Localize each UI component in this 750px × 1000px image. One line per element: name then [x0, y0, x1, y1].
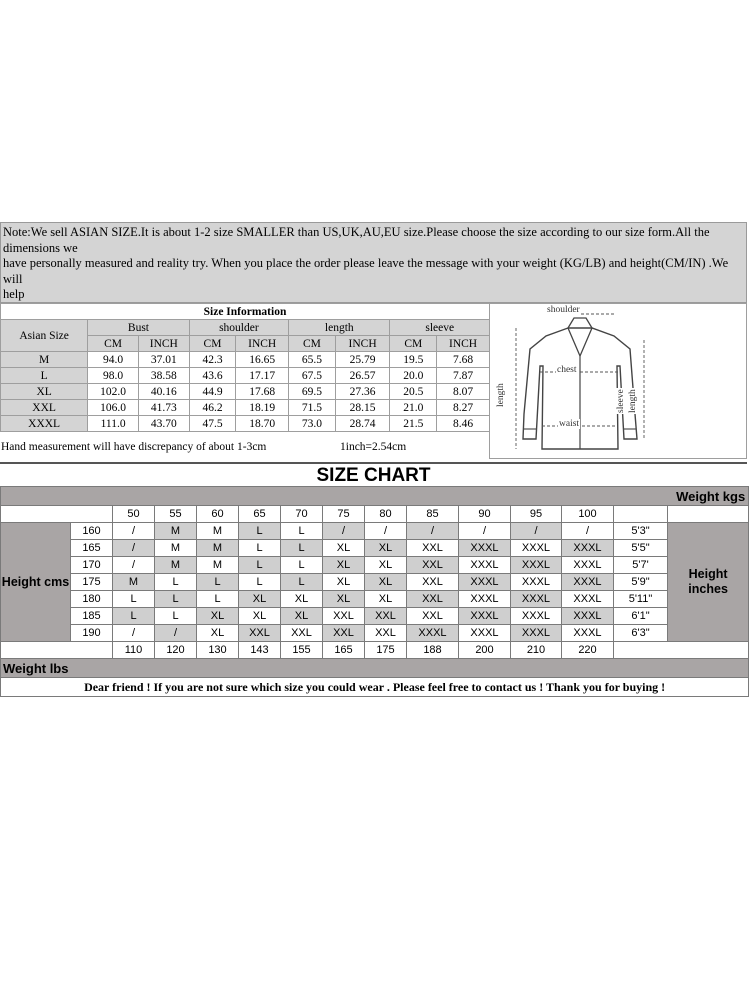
kg-header: 55 — [155, 506, 197, 523]
shoulder-header: shoulder — [189, 320, 288, 336]
recommended-size-cell: L — [281, 540, 323, 557]
recommended-size-cell: XXXL — [562, 625, 614, 642]
recommended-size-cell: / — [365, 523, 407, 540]
lbs-value: 210 — [511, 642, 562, 659]
recommended-size-cell: M — [197, 557, 239, 574]
recommended-size-cell: XL — [323, 557, 365, 574]
recommended-size-cell: L — [155, 574, 197, 591]
unit-header: INCH — [335, 336, 390, 352]
unit-header: CM — [390, 336, 437, 352]
measurement-cell: 21.5 — [390, 416, 437, 432]
recommended-size-cell: XXXL — [459, 591, 511, 608]
unit-header: INCH — [236, 336, 289, 352]
sleeve-length-label: length — [628, 389, 638, 413]
height-row — [1, 608, 749, 625]
height-row — [1, 557, 749, 574]
height-inch: 5'9" — [614, 574, 668, 591]
recommended-size-cell: XXXL — [511, 608, 562, 625]
size-row — [1, 416, 490, 432]
recommended-size-cell: L — [239, 523, 281, 540]
recommended-size-cell: L — [239, 557, 281, 574]
recommended-size-cell: XXXL — [562, 540, 614, 557]
lbs-value: 120 — [155, 642, 197, 659]
recommended-size-cell: M — [197, 540, 239, 557]
lbs-value: 200 — [459, 642, 511, 659]
recommended-size-cell: XL — [365, 574, 407, 591]
contact-message: Dear friend ! If you are not sure which size you could wear . Please feel free to contact us ! Thank you for buying ! — [1, 678, 749, 697]
measurement-cell: 27.36 — [335, 384, 390, 400]
size-chart-table — [0, 486, 749, 697]
measurement-cell: 28.15 — [335, 400, 390, 416]
lbs-value: 175 — [365, 642, 407, 659]
height-cm: 190 — [71, 625, 113, 642]
weight-lbs-label: Weight lbs — [1, 659, 749, 678]
height-inch: 5'11" — [614, 591, 668, 608]
recommended-size-cell: XXL — [407, 608, 459, 625]
measurement-cell: 16.65 — [236, 352, 289, 368]
recommended-size-cell: / — [113, 557, 155, 574]
lbs-value: 155 — [281, 642, 323, 659]
length-header: length — [289, 320, 390, 336]
measurement-cell: 7.68 — [437, 352, 490, 368]
weight-kgs-label: Weight kgs — [1, 487, 749, 506]
kg-header: 100 — [562, 506, 614, 523]
recommended-size-cell: XXL — [407, 540, 459, 557]
measurement-cell: 37.01 — [138, 352, 189, 368]
recommended-size-cell: XL — [323, 591, 365, 608]
recommended-size-cell: / — [323, 523, 365, 540]
recommended-size-cell: XXXL — [459, 540, 511, 557]
measurement-cell: 47.5 — [189, 416, 236, 432]
height-inch: 6'1" — [614, 608, 668, 625]
recommended-size-cell: L — [113, 591, 155, 608]
measurement-cell: 26.57 — [335, 368, 390, 384]
asian-size-header: Asian Size — [1, 320, 88, 352]
recommended-size-cell: XXL — [407, 557, 459, 574]
blank-corner — [668, 506, 749, 523]
recommended-size-cell: XL — [365, 540, 407, 557]
recommended-size-cell: / — [155, 625, 197, 642]
kg-header: 90 — [459, 506, 511, 523]
recommended-size-cell: XXXL — [459, 608, 511, 625]
shirt-diagram-icon — [490, 304, 746, 458]
measurement-cell: 18.19 — [236, 400, 289, 416]
measurement-cell: 46.2 — [189, 400, 236, 416]
recommended-size-cell: XXXL — [459, 574, 511, 591]
unit-header: INCH — [138, 336, 189, 352]
measurement-cell: 8.27 — [437, 400, 490, 416]
size-row — [1, 352, 490, 368]
kg-header: 65 — [239, 506, 281, 523]
shirt-measurement-diagram — [489, 303, 747, 459]
measurement-cell: 17.68 — [236, 384, 289, 400]
recommended-size-cell: M — [113, 574, 155, 591]
height-inch: 6'3" — [614, 625, 668, 642]
recommended-size-cell: L — [197, 574, 239, 591]
recommended-size-cell: L — [281, 557, 323, 574]
blank-corner — [614, 506, 668, 523]
height-cm: 165 — [71, 540, 113, 557]
recommended-size-cell: XL — [365, 557, 407, 574]
recommended-size-cell: XL — [281, 608, 323, 625]
size-row — [1, 384, 490, 400]
recommended-size-cell: XXXL — [511, 540, 562, 557]
height-row — [1, 540, 749, 557]
note-line: dimensions we — [3, 240, 78, 255]
recommended-size-cell: XXXL — [459, 625, 511, 642]
recommended-size-cell: XL — [323, 540, 365, 557]
recommended-size-cell: M — [197, 523, 239, 540]
recommended-size-cell: L — [281, 523, 323, 540]
recommended-size-cell: XXXL — [511, 574, 562, 591]
chest-label: chest — [557, 365, 577, 375]
recommended-size-cell: XXXL — [407, 625, 459, 642]
height-cm: 175 — [71, 574, 113, 591]
recommended-size-cell: XXXL — [511, 557, 562, 574]
size-label: XL — [1, 384, 88, 400]
measurement-cell: 111.0 — [88, 416, 139, 432]
height-row — [1, 523, 749, 540]
measurement-cell: 42.3 — [189, 352, 236, 368]
height-row — [1, 591, 749, 608]
recommended-size-cell: XXXL — [562, 557, 614, 574]
unit-header: CM — [189, 336, 236, 352]
hand-measurement-note: Hand measurement will have discrepancy of about 1-3cm — [1, 441, 267, 453]
height-cm: 185 — [71, 608, 113, 625]
recommended-size-cell: XXL — [407, 574, 459, 591]
recommended-size-cell: L — [239, 574, 281, 591]
height-inch: 5'7' — [614, 557, 668, 574]
recommended-size-cell: / — [113, 540, 155, 557]
measurement-cell: 20.0 — [390, 368, 437, 384]
height-cm: 170 — [71, 557, 113, 574]
bust-header: Bust — [88, 320, 189, 336]
measurement-cell: 44.9 — [189, 384, 236, 400]
lbs-value: 110 — [113, 642, 155, 659]
height-inch: 5'3" — [614, 523, 668, 540]
measurement-cell: 8.07 — [437, 384, 490, 400]
recommended-size-cell: XXXL — [511, 591, 562, 608]
recommended-size-cell: L — [281, 574, 323, 591]
unit-header: CM — [88, 336, 139, 352]
height-inches-label: Height inches — [668, 523, 749, 642]
recommended-size-cell: XXL — [281, 625, 323, 642]
kg-header: 85 — [407, 506, 459, 523]
sleeve-header: sleeve — [390, 320, 490, 336]
size-information-title: Size Information — [1, 304, 490, 320]
weight-lbs-row — [1, 659, 749, 678]
unit-header: INCH — [437, 336, 490, 352]
measurement-cell: 67.5 — [289, 368, 336, 384]
size-label: XXL — [1, 400, 88, 416]
recommended-size-cell: M — [155, 523, 197, 540]
measurement-cell: 28.74 — [335, 416, 390, 432]
measurement-cell: 20.5 — [390, 384, 437, 400]
measurement-cell: 106.0 — [88, 400, 139, 416]
kg-header: 50 — [113, 506, 155, 523]
measurement-cell: 98.0 — [88, 368, 139, 384]
recommended-size-cell: XL — [197, 608, 239, 625]
note-line: help — [3, 287, 25, 301]
recommended-size-cell: / — [562, 523, 614, 540]
size-row — [1, 400, 490, 416]
measurement-notes — [0, 441, 490, 459]
recommended-size-cell: XL — [281, 591, 323, 608]
shoulder-label: shoulder — [547, 305, 580, 315]
recommended-size-cell: L — [113, 608, 155, 625]
kg-header: 95 — [511, 506, 562, 523]
recommended-size-cell: XXL — [323, 625, 365, 642]
lbs-value: 220 — [562, 642, 614, 659]
recommended-size-cell: XXXL — [511, 625, 562, 642]
recommended-size-cell: XXXL — [562, 574, 614, 591]
measurement-cell: 38.58 — [138, 368, 189, 384]
measurement-cell: 18.70 — [236, 416, 289, 432]
kg-header-row — [1, 506, 749, 523]
size-label: XXXL — [1, 416, 88, 432]
measurement-cell: 25.79 — [335, 352, 390, 368]
kg-header: 60 — [197, 506, 239, 523]
height-row — [1, 625, 749, 642]
recommended-size-cell: XL — [197, 625, 239, 642]
measurement-cell: 19.5 — [390, 352, 437, 368]
recommended-size-cell: L — [239, 540, 281, 557]
height-cm: 180 — [71, 591, 113, 608]
recommended-size-cell: XL — [323, 574, 365, 591]
footer-row — [1, 678, 749, 697]
recommended-size-cell: / — [511, 523, 562, 540]
recommended-size-cell: / — [407, 523, 459, 540]
recommended-size-cell: / — [113, 625, 155, 642]
size-information-table — [0, 303, 490, 432]
recommended-size-cell: XL — [365, 591, 407, 608]
recommended-size-cell: XXL — [365, 625, 407, 642]
size-row — [1, 368, 490, 384]
sizing-note — [0, 222, 747, 303]
recommended-size-cell: XXL — [365, 608, 407, 625]
recommended-size-cell: XL — [239, 591, 281, 608]
measurement-cell: 43.70 — [138, 416, 189, 432]
height-cm: 160 — [71, 523, 113, 540]
lbs-row — [1, 642, 749, 659]
height-inch: 5'5" — [614, 540, 668, 557]
recommended-size-cell: XXXL — [459, 557, 511, 574]
recommended-size-cell: XXL — [407, 591, 459, 608]
measurement-cell: 43.6 — [189, 368, 236, 384]
note-line: have personally measured and reality try. When you place the order please leave the message with your weight (KG/LB) and height(CM/IN) .We will — [3, 256, 729, 286]
height-row — [1, 574, 749, 591]
recommended-size-cell: L — [197, 591, 239, 608]
measurement-cell: 69.5 — [289, 384, 336, 400]
kg-header: 80 — [365, 506, 407, 523]
measurement-cell: 21.0 — [390, 400, 437, 416]
measurement-cell: 40.16 — [138, 384, 189, 400]
size-label: L — [1, 368, 88, 384]
recommended-size-cell: XXL — [239, 625, 281, 642]
recommended-size-cell: M — [155, 540, 197, 557]
measurement-cell: 102.0 — [88, 384, 139, 400]
measurement-cell: 65.5 — [289, 352, 336, 368]
recommended-size-cell: / — [113, 523, 155, 540]
unit-header: CM — [289, 336, 336, 352]
size-chart-title: SIZE CHART — [0, 462, 747, 488]
blank-corner — [614, 642, 749, 659]
recommended-size-cell: L — [155, 608, 197, 625]
size-label: M — [1, 352, 88, 368]
height-cms-label: Height cms — [1, 523, 71, 642]
measurement-cell: 7.87 — [437, 368, 490, 384]
length-label: length — [496, 383, 506, 407]
inch-conversion-note: 1inch=2.54cm — [340, 441, 407, 453]
recommended-size-cell: M — [155, 557, 197, 574]
measurement-cell: 94.0 — [88, 352, 139, 368]
waist-label: waist — [559, 419, 580, 429]
lbs-value: 143 — [239, 642, 281, 659]
lbs-value: 165 — [323, 642, 365, 659]
measurement-cell: 71.5 — [289, 400, 336, 416]
note-line: Note:We sell ASIAN SIZE.It is about 1-2 size SMALLER than US,UK,AU,EU size.Please choose the size according to our size form.All the — [3, 225, 710, 239]
lbs-value: 130 — [197, 642, 239, 659]
sleeve-label: sleeve — [616, 389, 626, 413]
recommended-size-cell: XXXL — [562, 591, 614, 608]
recommended-size-cell: XL — [239, 608, 281, 625]
measurement-cell: 41.73 — [138, 400, 189, 416]
measurement-cell: 8.46 — [437, 416, 490, 432]
kg-header: 75 — [323, 506, 365, 523]
kg-header: 70 — [281, 506, 323, 523]
recommended-size-cell: L — [155, 591, 197, 608]
blank-corner — [1, 642, 113, 659]
lbs-value: 188 — [407, 642, 459, 659]
measurement-cell: 17.17 — [236, 368, 289, 384]
recommended-size-cell: XXL — [323, 608, 365, 625]
blank-corner — [1, 506, 113, 523]
recommended-size-cell: XXXL — [562, 608, 614, 625]
recommended-size-cell: / — [459, 523, 511, 540]
measurement-cell: 73.0 — [289, 416, 336, 432]
